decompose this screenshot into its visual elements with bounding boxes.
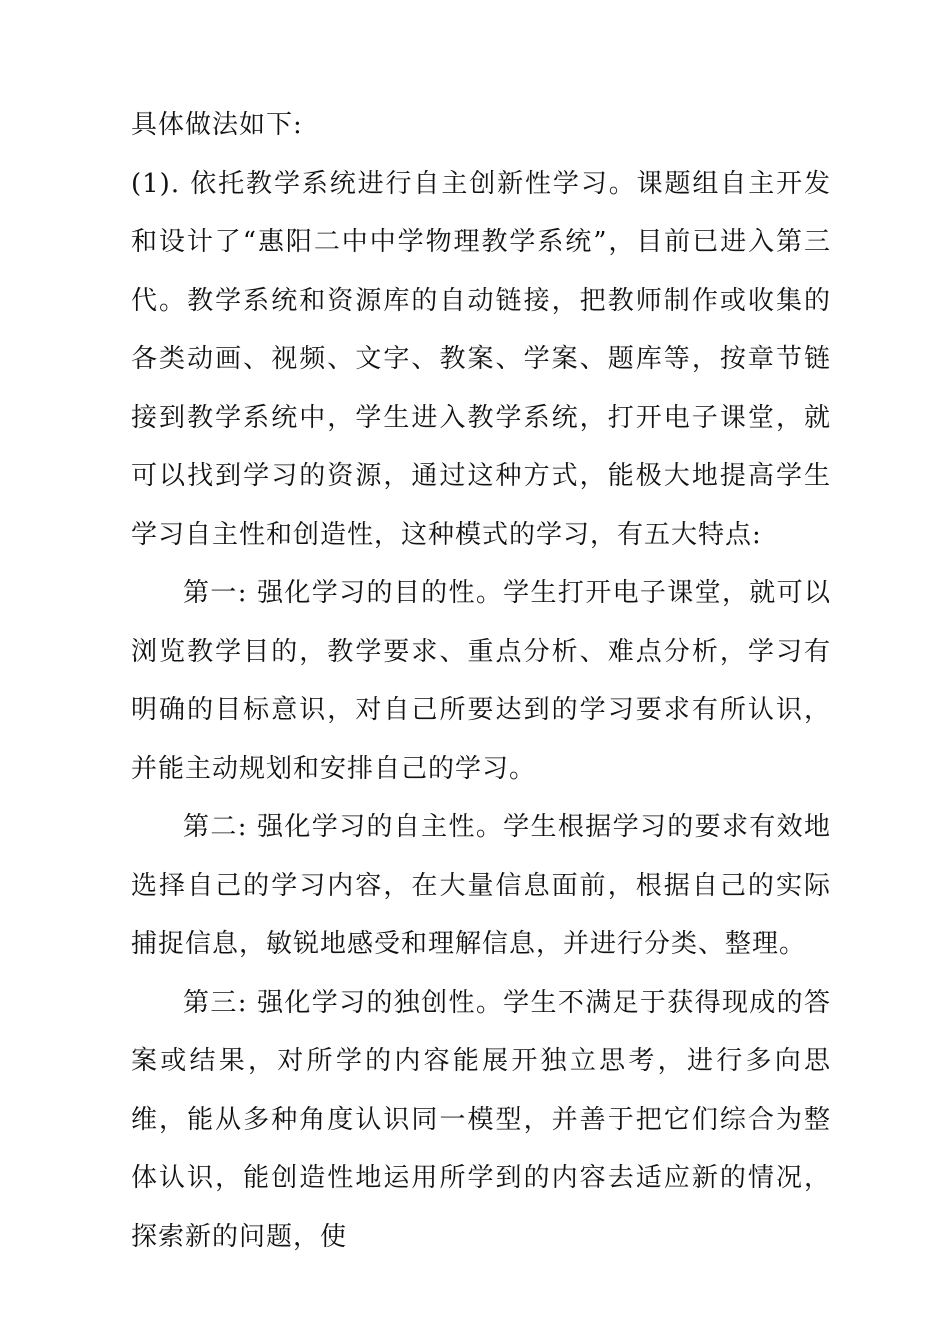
point-1-paragraph: 第一: 强化学习的目的性。学生打开电子课堂，就可以浏览教学目的，教学要求、重点分析、难点分析，学习有明确的目标意识，对自己所要达到的学习要求有所认识，并能主动规划和安排自己的学习。 — [131, 578, 831, 784]
document-body — [131, 96, 831, 1266]
point-3-paragraph: 第三: 强化学习的独创性。学生不满足于获得现成的答案或结果，对所学的内容能展开独立思考，进行多向思维，能从多种角度认识同一模型，并善于把它们综合为整体认识，能创造性地运用所学到的内容去适应新的情况，探索新的问题，使 — [131, 987, 831, 1252]
intro-paragraph: 具体做法如下: — [131, 110, 303, 140]
section-1-paragraph: (1). 依托教学系统进行自主创新性学习。课题组自主开发和设计了“惠阳二中中学物理教学系统”，目前已进入第三代。教学系统和资源库的自动链接，把教师制作或收集的各类动画、视频、文字、教案、学案、题库等，按章节链接到教学系统中，学生进入教学系统，打开电子课堂，就可以找到学习的资源，通过这种方式，能极大地提高学生学习自主性和创造性，这种模式的学习，有五大特点: — [131, 168, 831, 550]
point-2-paragraph: 第二: 强化学习的自主性。学生根据学习的要求有效地选择自己的学习内容，在大量信息面前，根据自己的实际捕捉信息，敏锐地感受和理解信息，并进行分类、整理。 — [131, 812, 831, 959]
